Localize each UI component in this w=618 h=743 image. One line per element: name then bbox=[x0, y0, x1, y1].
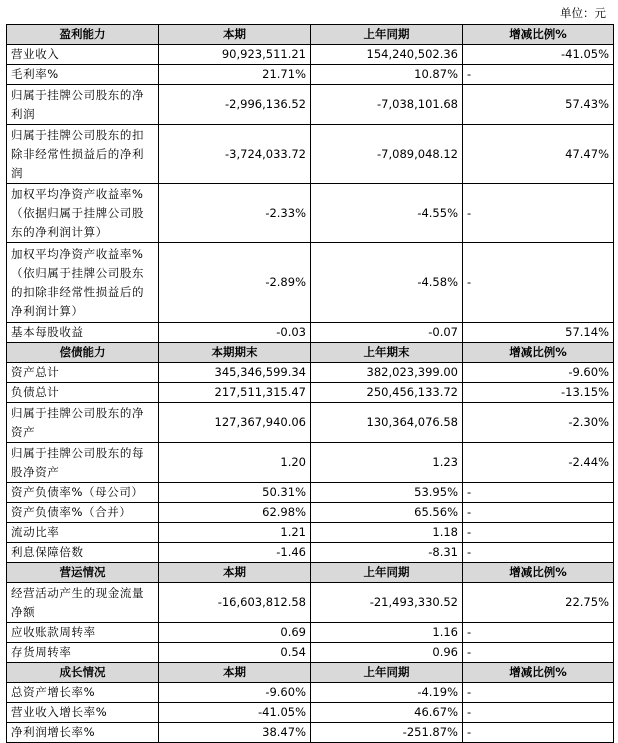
header-cell: 增减比例% bbox=[463, 663, 614, 683]
current-value: 50.31% bbox=[159, 483, 311, 503]
previous-value: 46.67% bbox=[311, 703, 463, 723]
current-value: -0.03 bbox=[159, 323, 311, 343]
section-header-profit bbox=[7, 25, 614, 45]
table-row bbox=[7, 184, 614, 243]
row-label: 加权平均净资产收益率%（依归属于挂牌公司股东的扣除非经常性损益后的净利润计算） bbox=[7, 243, 159, 323]
current-value: 127,367,940.06 bbox=[159, 403, 311, 443]
current-value: 90,923,511.21 bbox=[159, 45, 311, 65]
header-cell: 盈利能力 bbox=[7, 25, 159, 45]
row-label: 负债总计 bbox=[7, 383, 159, 403]
header-cell: 增减比例% bbox=[463, 343, 614, 363]
previous-value: -7,038,101.68 bbox=[311, 85, 463, 125]
current-value: -2,996,136.52 bbox=[159, 85, 311, 125]
row-label: 归属于挂牌公司股东的净利润 bbox=[7, 85, 159, 125]
row-label: 资产负债率%（母公司） bbox=[7, 483, 159, 503]
change-percent: -2.30% bbox=[463, 403, 614, 443]
previous-value: 130,364,076.58 bbox=[311, 403, 463, 443]
row-label: 经营活动产生的现金流量净额 bbox=[7, 583, 159, 623]
change-percent: -9.60% bbox=[463, 363, 614, 383]
table-row bbox=[7, 483, 614, 503]
header-cell: 本期 bbox=[159, 25, 311, 45]
table-row bbox=[7, 383, 614, 403]
financial-indicators-table bbox=[6, 24, 614, 743]
previous-value: -7,089,048.12 bbox=[311, 125, 463, 184]
section-header-growth bbox=[7, 663, 614, 683]
table-row bbox=[7, 125, 614, 184]
table-row bbox=[7, 543, 614, 563]
change-percent: - bbox=[463, 184, 614, 243]
previous-value: -4.55% bbox=[311, 184, 463, 243]
current-value: -2.33% bbox=[159, 184, 311, 243]
current-value: -3,724,033.72 bbox=[159, 125, 311, 184]
change-percent: - bbox=[463, 723, 614, 743]
previous-value: 1.18 bbox=[311, 523, 463, 543]
row-label: 归属于挂牌公司股东的净资产 bbox=[7, 403, 159, 443]
previous-value: -4.58% bbox=[311, 243, 463, 323]
table-row bbox=[7, 45, 614, 65]
header-cell: 增减比例% bbox=[463, 563, 614, 583]
current-value: -1.46 bbox=[159, 543, 311, 563]
change-percent: - bbox=[463, 643, 614, 663]
previous-value: 382,023,399.00 bbox=[311, 363, 463, 383]
row-label: 净利润增长率% bbox=[7, 723, 159, 743]
change-percent: 57.43% bbox=[463, 85, 614, 125]
previous-value: 65.56% bbox=[311, 503, 463, 523]
table-row bbox=[7, 85, 614, 125]
row-label: 加权平均净资产收益率%（依据归属于挂牌公司股东的净利润计算） bbox=[7, 184, 159, 243]
change-percent: - bbox=[463, 623, 614, 643]
current-value: 0.69 bbox=[159, 623, 311, 643]
previous-value: -0.07 bbox=[311, 323, 463, 343]
table-row bbox=[7, 403, 614, 443]
header-cell: 增减比例% bbox=[463, 25, 614, 45]
unit-label: 单位：元 bbox=[560, 6, 606, 20]
header-cell: 上年同期 bbox=[311, 663, 463, 683]
change-percent: - bbox=[463, 483, 614, 503]
header-cell: 营运情况 bbox=[7, 563, 159, 583]
table-row bbox=[7, 65, 614, 85]
previous-value: 1.23 bbox=[311, 443, 463, 483]
table-row bbox=[7, 503, 614, 523]
row-label: 应收账款周转率 bbox=[7, 623, 159, 643]
header-cell: 上年同期 bbox=[311, 563, 463, 583]
previous-value: 1.16 bbox=[311, 623, 463, 643]
header-cell: 上年期末 bbox=[311, 343, 463, 363]
change-percent: 47.47% bbox=[463, 125, 614, 184]
current-value: 217,511,315.47 bbox=[159, 383, 311, 403]
table-row bbox=[7, 443, 614, 483]
table-row bbox=[7, 723, 614, 743]
change-percent: - bbox=[463, 683, 614, 703]
change-percent: - bbox=[463, 703, 614, 723]
table-row bbox=[7, 363, 614, 383]
change-percent: -2.44% bbox=[463, 443, 614, 483]
previous-value: 53.95% bbox=[311, 483, 463, 503]
row-label: 营业收入 bbox=[7, 45, 159, 65]
row-label: 资产负债率%（合并） bbox=[7, 503, 159, 523]
current-value: -9.60% bbox=[159, 683, 311, 703]
table-row bbox=[7, 703, 614, 723]
change-percent: - bbox=[463, 65, 614, 85]
section-header-operation bbox=[7, 563, 614, 583]
table-body bbox=[7, 25, 614, 743]
header-cell: 上年同期 bbox=[311, 25, 463, 45]
change-percent: - bbox=[463, 543, 614, 563]
change-percent: 22.75% bbox=[463, 583, 614, 623]
current-value: -41.05% bbox=[159, 703, 311, 723]
change-percent: -41.05% bbox=[463, 45, 614, 65]
table-row bbox=[7, 583, 614, 623]
section-header-solvency bbox=[7, 343, 614, 363]
current-value: 21.71% bbox=[159, 65, 311, 85]
table-row bbox=[7, 643, 614, 663]
change-percent: - bbox=[463, 243, 614, 323]
row-label: 营业收入增长率% bbox=[7, 703, 159, 723]
current-value: 0.54 bbox=[159, 643, 311, 663]
current-value: 1.21 bbox=[159, 523, 311, 543]
previous-value: -21,493,330.52 bbox=[311, 583, 463, 623]
table-row bbox=[7, 323, 614, 343]
current-value: -2.89% bbox=[159, 243, 311, 323]
change-percent: - bbox=[463, 503, 614, 523]
current-value: 38.47% bbox=[159, 723, 311, 743]
header-cell: 成长情况 bbox=[7, 663, 159, 683]
row-label: 归属于挂牌公司股东的每股净资产 bbox=[7, 443, 159, 483]
table-row bbox=[7, 523, 614, 543]
current-value: 345,346,599.34 bbox=[159, 363, 311, 383]
table-row bbox=[7, 243, 614, 323]
previous-value: -251.87% bbox=[311, 723, 463, 743]
table-row bbox=[7, 683, 614, 703]
current-value: 1.20 bbox=[159, 443, 311, 483]
row-label: 利息保障倍数 bbox=[7, 543, 159, 563]
row-label: 资产总计 bbox=[7, 363, 159, 383]
current-value: -16,603,812.58 bbox=[159, 583, 311, 623]
change-percent: 57.14% bbox=[463, 323, 614, 343]
row-label: 存货周转率 bbox=[7, 643, 159, 663]
table-row bbox=[7, 623, 614, 643]
current-value: 62.98% bbox=[159, 503, 311, 523]
change-percent: - bbox=[463, 523, 614, 543]
header-cell: 本期 bbox=[159, 563, 311, 583]
header-cell: 本期期末 bbox=[159, 343, 311, 363]
change-percent: -13.15% bbox=[463, 383, 614, 403]
row-label: 归属于挂牌公司股东的扣除非经常性损益后的净利润 bbox=[7, 125, 159, 184]
previous-value: 250,456,133.72 bbox=[311, 383, 463, 403]
previous-value: -4.19% bbox=[311, 683, 463, 703]
previous-value: 10.87% bbox=[311, 65, 463, 85]
row-label: 总资产增长率% bbox=[7, 683, 159, 703]
previous-value: 154,240,502.36 bbox=[311, 45, 463, 65]
row-label: 流动比率 bbox=[7, 523, 159, 543]
previous-value: 0.96 bbox=[311, 643, 463, 663]
row-label: 毛利率% bbox=[7, 65, 159, 85]
row-label: 基本每股收益 bbox=[7, 323, 159, 343]
header-cell: 本期 bbox=[159, 663, 311, 683]
previous-value: -8.31 bbox=[311, 543, 463, 563]
header-cell: 偿债能力 bbox=[7, 343, 159, 363]
